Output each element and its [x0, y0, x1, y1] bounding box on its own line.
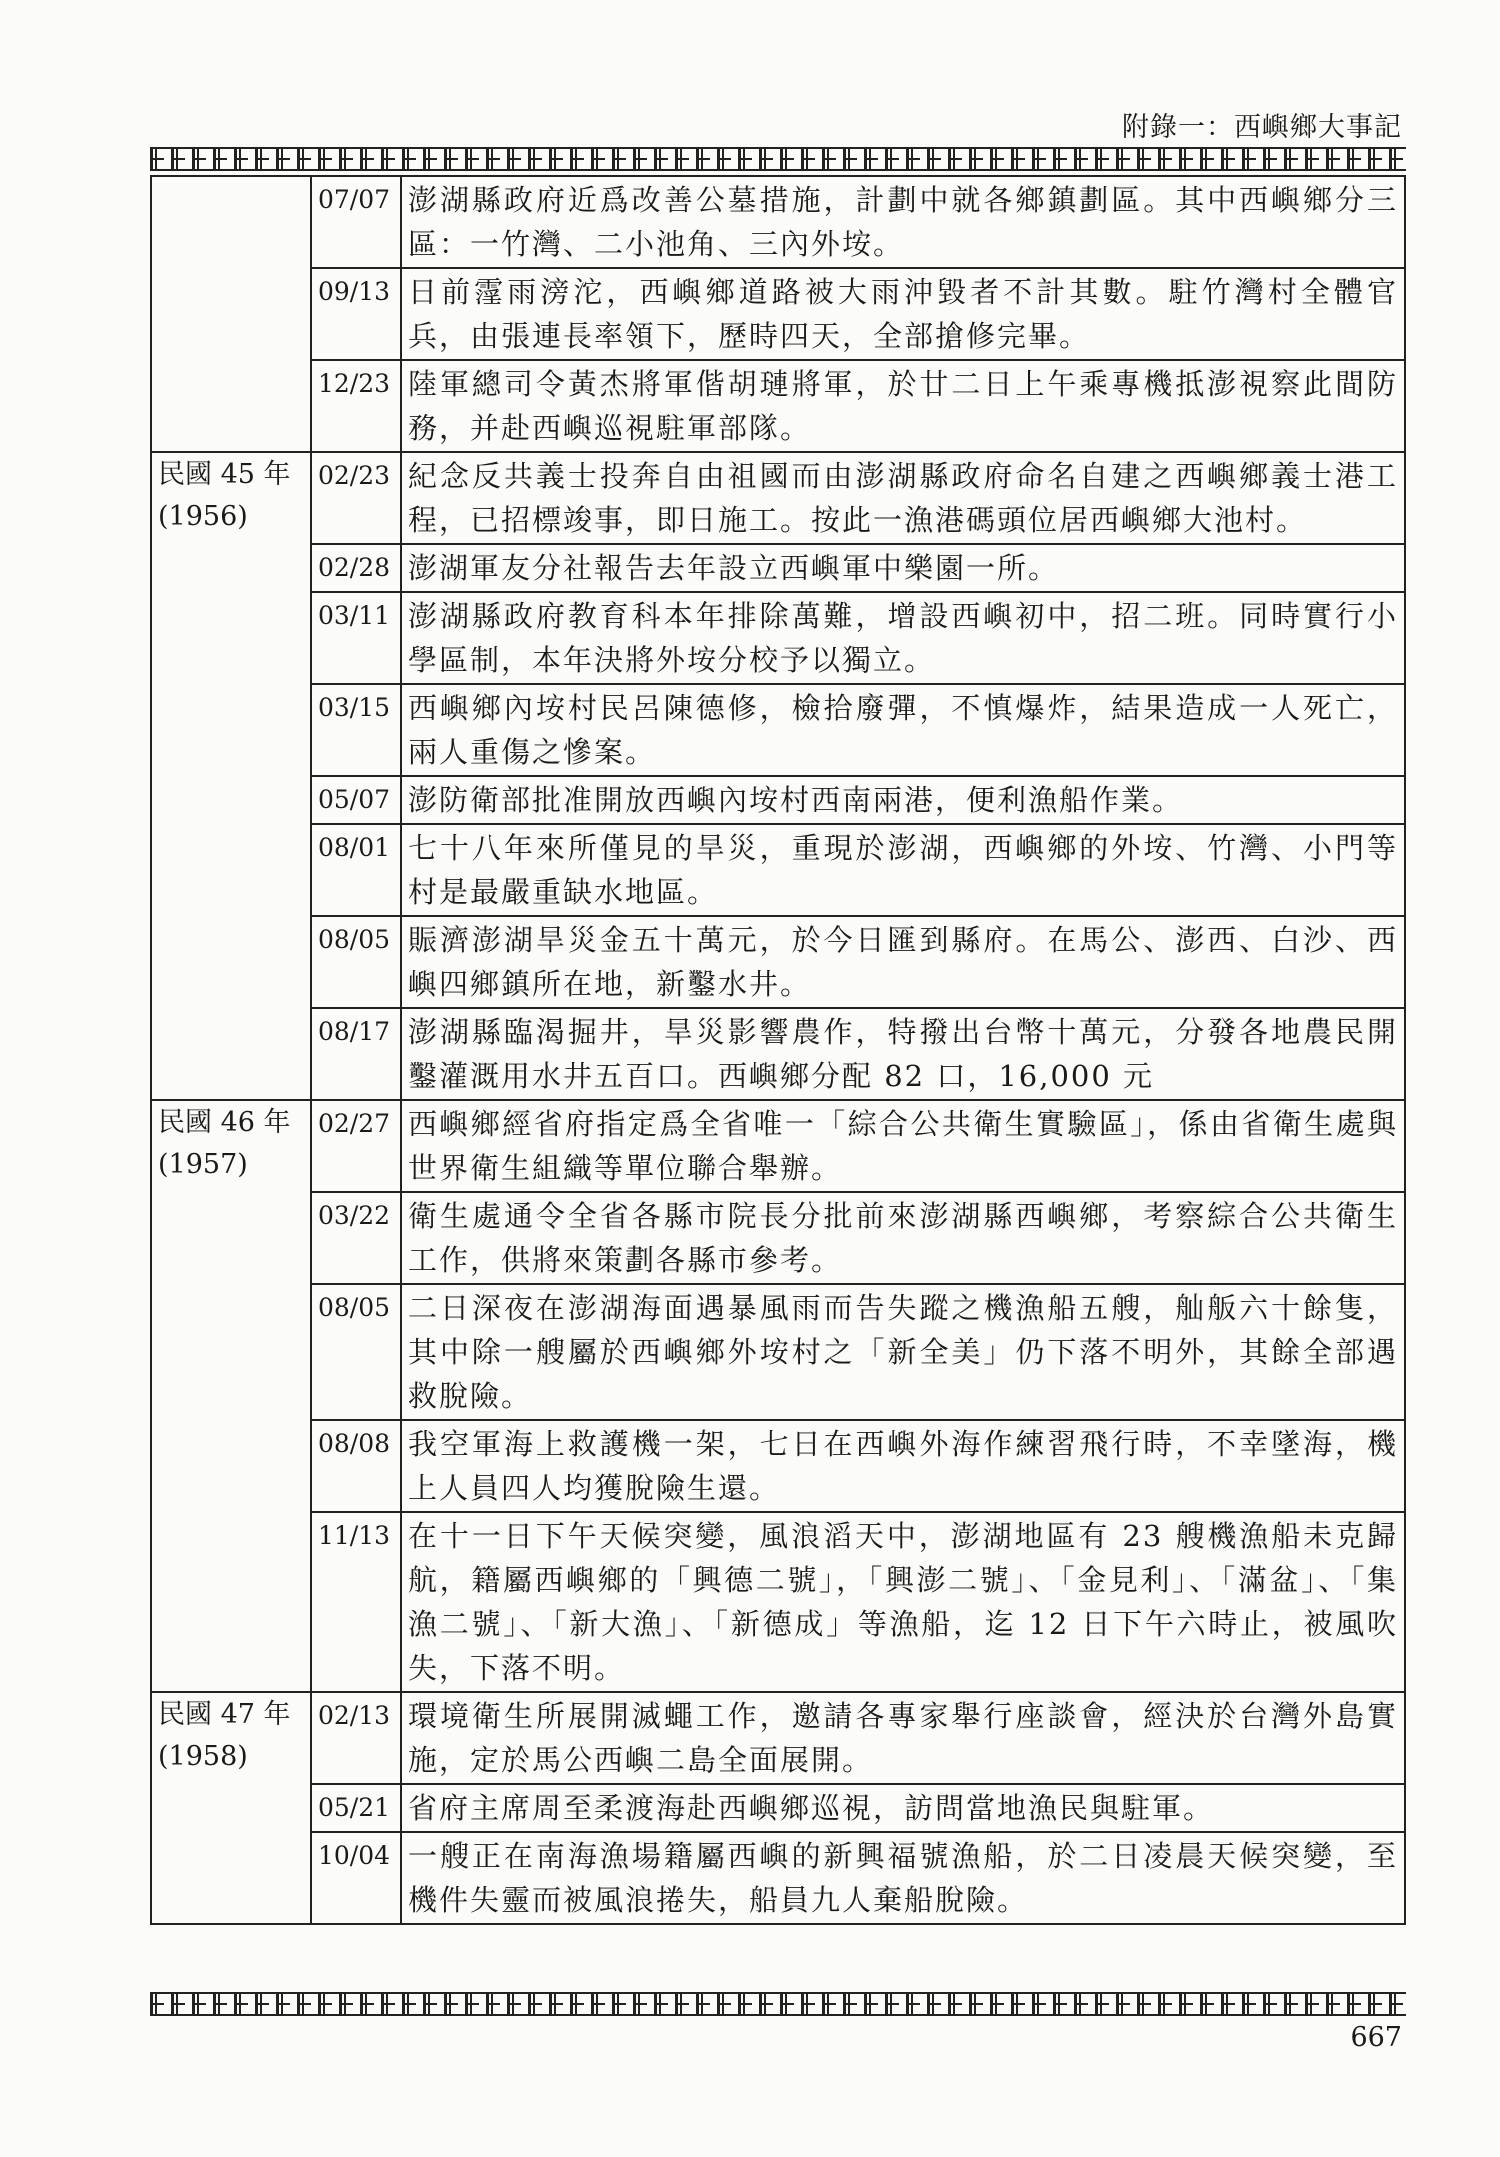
table-row	[151, 268, 1405, 360]
event-text: 日前霪雨滂沱，西嶼鄉道路被大雨沖毀者不計其數。駐竹灣村全體官兵，由張連長率領下，歷時四天，全部搶修完畢。	[401, 268, 1405, 360]
table-row	[151, 544, 1405, 592]
event-date: 08/05	[311, 916, 401, 1008]
event-text: 紀念反共義士投奔自由祖國而由澎湖縣政府命名自建之西嶼鄉義士港工程，已招標竣事，即日施工。按此一漁港碼頭位居西嶼鄉大池村。	[401, 452, 1405, 544]
table-row	[151, 1100, 1405, 1192]
year-roc: 民國 47 年	[158, 1699, 291, 1730]
table-row	[151, 824, 1405, 916]
running-header: 附錄一：西嶼鄉大事記	[1122, 112, 1402, 143]
event-text: 陸軍總司令黃杰將軍偕胡璉將軍，於廿二日上午乘專機抵澎視察此間防務，并赴西嶼巡視駐軍部隊。	[401, 360, 1405, 452]
event-text: 澎湖縣政府近爲改善公墓措施，計劃中就各鄉鎮劃區。其中西嶼鄉分三區：一竹灣、二小池角、三內外垵。	[401, 176, 1405, 268]
event-date: 07/07	[311, 176, 401, 268]
event-date: 11/13	[311, 1512, 401, 1692]
year-cell	[151, 1100, 311, 1692]
event-text: 一艘正在南海漁場籍屬西嶼的新興福號漁船，於二日凌晨天候突變，至機件失靈而被風浪捲失，船員九人棄船脫險。	[401, 1832, 1405, 1924]
event-text: 賑濟澎湖旱災金五十萬元，於今日匯到縣府。在馬公、澎西、白沙、西嶼四鄉鎮所在地，新鑿水井。	[401, 916, 1405, 1008]
year-roc: 民國 46 年	[158, 1107, 291, 1138]
event-date: 02/27	[311, 1100, 401, 1192]
table-row	[151, 1692, 1405, 1784]
event-date: 08/08	[311, 1420, 401, 1512]
event-text: 在十一日下午天候突變，風浪滔天中，澎湖地區有 23 艘機漁船未克歸航，籍屬西嶼鄉的「興德二號」，「興澎二號」、「金見利」、「滿盆」、「集漁二號」、「新大漁」、「新德成」等漁船，迄 12 日下午六時止，被風吹失，下落不明。	[401, 1512, 1405, 1692]
table-row	[151, 1512, 1405, 1692]
table-row	[151, 1420, 1405, 1512]
event-text: 澎防衛部批准開放西嶼內垵村西南兩港，便利漁船作業。	[401, 776, 1405, 824]
event-date: 10/04	[311, 1832, 401, 1924]
year-cell	[151, 176, 311, 452]
event-date: 08/17	[311, 1008, 401, 1100]
year-cell	[151, 1692, 311, 1924]
year-ad: (1957)	[158, 1149, 248, 1180]
table-row	[151, 1832, 1405, 1924]
event-date: 03/22	[311, 1192, 401, 1284]
year-ad: (1956)	[158, 501, 248, 532]
decorative-border-top	[150, 147, 1406, 171]
event-date: 02/23	[311, 452, 401, 544]
table-row	[151, 684, 1405, 776]
page-number: 667	[1350, 2022, 1402, 2053]
table-row	[151, 1284, 1405, 1420]
year-ad: (1958)	[158, 1741, 248, 1772]
events-table	[150, 175, 1406, 1925]
table-row	[151, 1784, 1405, 1832]
event-text: 我空軍海上救護機一架，七日在西嶼外海作練習飛行時，不幸墜海，機上人員四人均獲脫險生還。	[401, 1420, 1405, 1512]
table-row	[151, 916, 1405, 1008]
event-text: 澎湖縣政府教育科本年排除萬難，增設西嶼初中，招二班。同時實行小學區制，本年決將外垵分校予以獨立。	[401, 592, 1405, 684]
event-text: 環境衛生所展開滅蠅工作，邀請各專家舉行座談會，經決於台灣外島實施，定於馬公西嶼二島全面展開。	[401, 1692, 1405, 1784]
table-row	[151, 176, 1405, 268]
event-text: 西嶼鄉內垵村民呂陳德修，檢拾廢彈，不慎爆炸，結果造成一人死亡，兩人重傷之慘案。	[401, 684, 1405, 776]
table-row	[151, 1008, 1405, 1100]
table-row	[151, 592, 1405, 684]
event-date: 08/01	[311, 824, 401, 916]
event-date: 05/07	[311, 776, 401, 824]
event-text: 七十八年來所僅見的旱災，重現於澎湖，西嶼鄉的外垵、竹灣、小門等村是最嚴重缺水地區。	[401, 824, 1405, 916]
event-text: 二日深夜在澎湖海面遇暴風雨而告失蹤之機漁船五艘，舢舨六十餘隻，其中除一艘屬於西嶼鄉外垵村之「新全美」仍下落不明外，其餘全部遇救脫險。	[401, 1284, 1405, 1420]
event-date: 05/21	[311, 1784, 401, 1832]
event-date: 03/11	[311, 592, 401, 684]
year-roc: 民國 45 年	[158, 459, 291, 490]
event-date: 08/05	[311, 1284, 401, 1420]
event-date: 09/13	[311, 268, 401, 360]
event-text: 西嶼鄉經省府指定爲全省唯一「綜合公共衛生實驗區」，係由省衛生處與世界衛生組織等單位聯合舉辦。	[401, 1100, 1405, 1192]
table-row	[151, 1192, 1405, 1284]
event-date: 02/13	[311, 1692, 401, 1784]
event-text: 衛生處通令全省各縣市院長分批前來澎湖縣西嶼鄉，考察綜合公共衛生工作，供將來策劃各縣市參考。	[401, 1192, 1405, 1284]
table-row	[151, 452, 1405, 544]
event-text: 澎湖縣臨渴掘井，旱災影響農作，特撥出台幣十萬元，分發各地農民開鑿灌溉用水井五百口。西嶼鄉分配 82 口，16,000 元	[401, 1008, 1405, 1100]
event-date: 12/23	[311, 360, 401, 452]
event-text: 省府主席周至柔渡海赴西嶼鄉巡視，訪問當地漁民與駐軍。	[401, 1784, 1405, 1832]
year-cell	[151, 452, 311, 1100]
decorative-border-bottom	[150, 1992, 1406, 2016]
table-row	[151, 360, 1405, 452]
event-date: 03/15	[311, 684, 401, 776]
table-row	[151, 776, 1405, 824]
event-text: 澎湖軍友分社報告去年設立西嶼軍中樂園一所。	[401, 544, 1405, 592]
event-date: 02/28	[311, 544, 401, 592]
